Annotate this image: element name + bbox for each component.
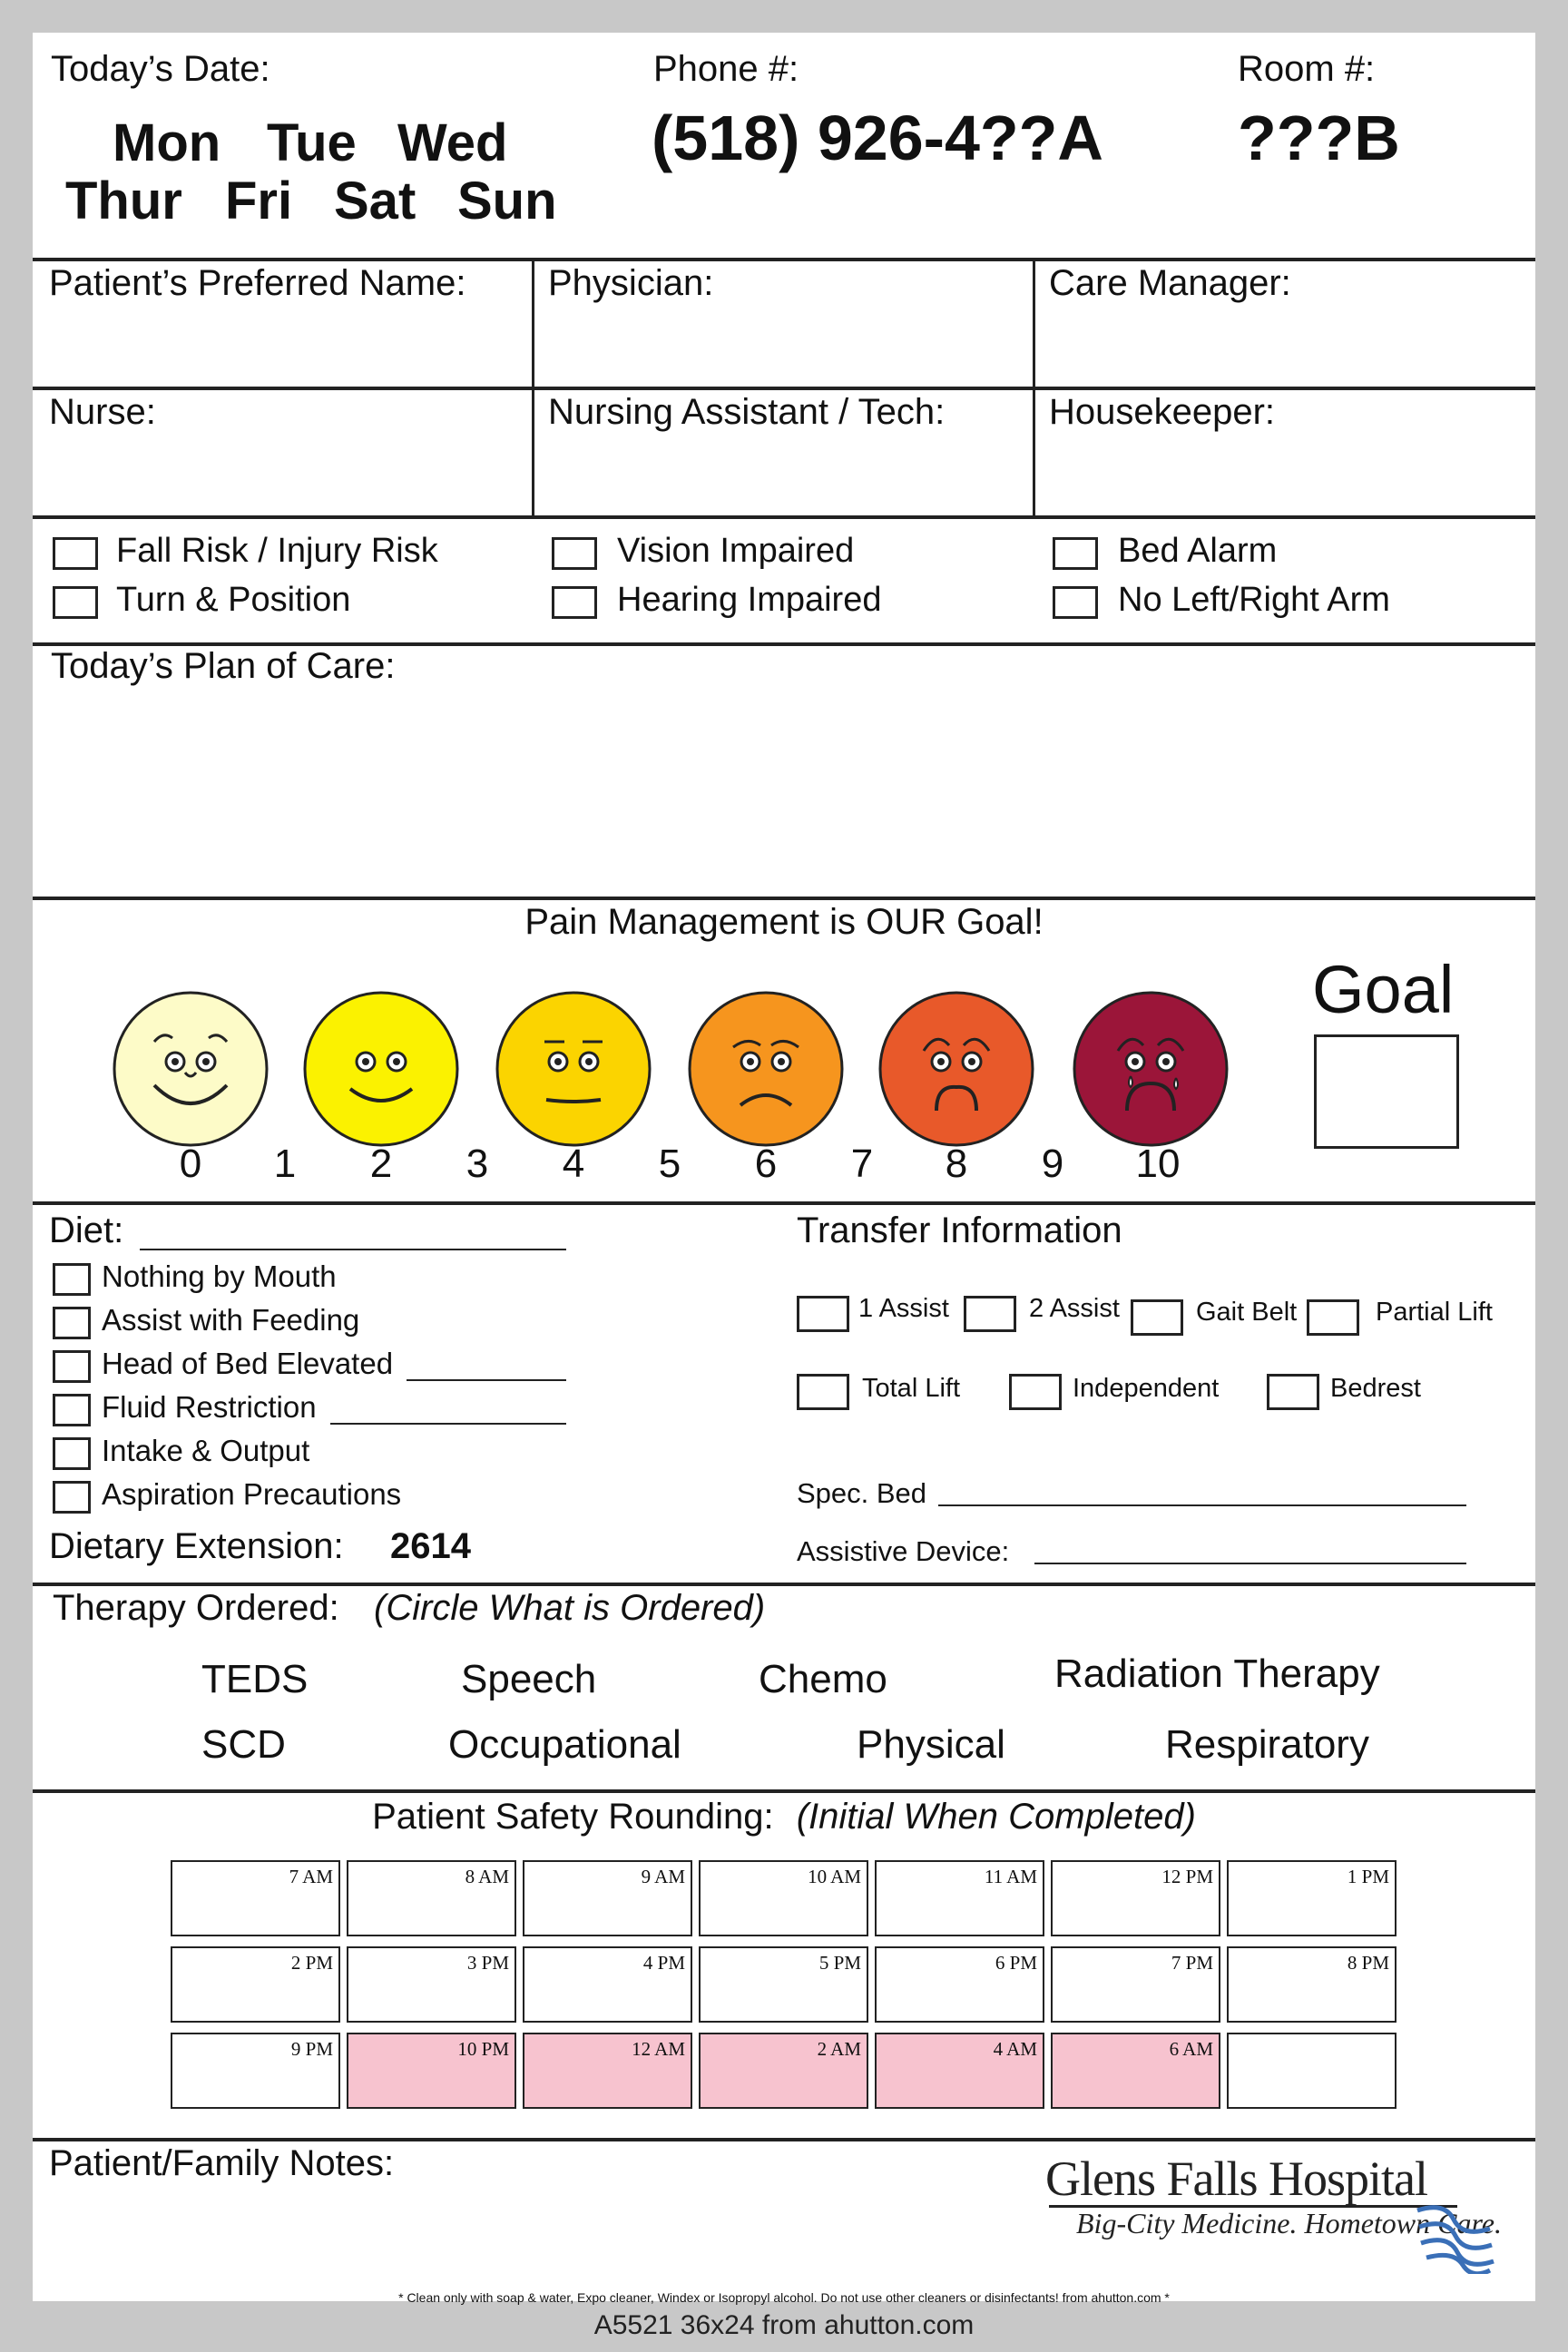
face-4-icon — [497, 993, 650, 1145]
product-code: A5521 36x24 from ahutton.com — [593, 2310, 975, 2340]
bed-alarm-label: Bed Alarm — [1118, 532, 1278, 570]
date-label: Today’s Date: — [51, 49, 270, 89]
fluid-restriction-line[interactable] — [330, 1423, 566, 1425]
pain-scale-7: 7 — [850, 1142, 874, 1186]
rounding-cell[interactable] — [347, 2033, 516, 2109]
day-wed: Wed — [397, 113, 508, 172]
rounding-time-label: 1 PM — [1347, 1866, 1389, 1887]
plan-of-care-label: Today’s Plan of Care: — [51, 646, 396, 686]
bedrest-label: Bedrest — [1330, 1374, 1421, 1403]
hearing-impaired-label: Hearing Impaired — [617, 581, 882, 619]
rounding-time-label: 9 AM — [641, 1866, 685, 1887]
dietary-extension-label: Dietary Extension: — [49, 1526, 344, 1566]
care-manager-label: Care Manager: — [1049, 263, 1291, 303]
phone-value: (518) 926-4??A — [652, 103, 1103, 173]
face-10-icon — [1074, 993, 1227, 1145]
rounding-cell[interactable] — [699, 2033, 868, 2109]
partial-lift-label: Partial Lift — [1376, 1298, 1493, 1327]
fall-risk-checkbox[interactable] — [53, 537, 98, 570]
rounding-time-label: 11 AM — [984, 1866, 1037, 1887]
no-arm-label: No Left/Right Arm — [1118, 581, 1390, 619]
rounding-time-label: 5 PM — [818, 1952, 861, 1974]
logo-tagline: Big-City Medicine. Hometown Care. — [1076, 2207, 1502, 2239]
head-of-bed-label: Head of Bed Elevated — [102, 1347, 394, 1380]
rounding-label: Patient Safety Rounding: — [372, 1797, 774, 1837]
room-value: ???B — [1238, 103, 1400, 173]
pain-scale-3: 3 — [466, 1142, 489, 1186]
independent-label: Independent — [1073, 1374, 1220, 1403]
assist-feeding-label: Assist with Feeding — [102, 1303, 360, 1337]
pain-scale-1: 1 — [273, 1142, 297, 1186]
rounding-time-label: 7 AM — [289, 1866, 333, 1887]
rounding-time-label: 10 AM — [808, 1866, 861, 1887]
rounding-time-label: 2 AM — [817, 2038, 861, 2060]
rounding-time-label: 10 PM — [457, 2038, 509, 2060]
divider — [33, 897, 1535, 900]
two-assist-label: 2 Assist — [1029, 1294, 1120, 1323]
therapy-respiratory[interactable]: Respiratory — [1165, 1722, 1369, 1767]
intake-output-label: Intake & Output — [102, 1434, 310, 1467]
rounding-cell[interactable] — [1227, 1946, 1396, 2023]
intake-output-checkbox[interactable] — [53, 1437, 91, 1470]
whiteboard — [33, 33, 1535, 2305]
pain-scale-6: 6 — [754, 1142, 778, 1186]
rounding-cell[interactable] — [1227, 2033, 1396, 2109]
therapy-speech[interactable]: Speech — [461, 1657, 597, 1701]
day-sat: Sat — [334, 172, 416, 230]
phone-label: Phone #: — [653, 49, 799, 89]
bedrest-checkbox[interactable] — [1267, 1374, 1319, 1410]
rounding-cell[interactable] — [1051, 1946, 1220, 2023]
therapy-label: Therapy Ordered: — [53, 1588, 339, 1628]
head-of-bed-line[interactable] — [407, 1379, 566, 1381]
pain-scale-4: 4 — [562, 1142, 585, 1186]
one-assist-checkbox[interactable] — [797, 1296, 849, 1332]
spec-bed-label: Spec. Bed — [797, 1477, 927, 1509]
diet-label: Diet: — [49, 1210, 124, 1250]
rounding-cell[interactable] — [1051, 1860, 1220, 1936]
rounding-cell[interactable] — [699, 1946, 868, 2023]
rounding-time-label: 2 PM — [290, 1952, 333, 1974]
rounding-cell[interactable] — [523, 1946, 692, 2023]
fluid-restriction-label: Fluid Restriction — [102, 1390, 317, 1424]
divider — [33, 1583, 1535, 1586]
rounding-time-label: 12 PM — [1161, 1866, 1213, 1887]
rounding-cell[interactable] — [523, 1860, 692, 1936]
therapy-teds[interactable]: TEDS — [201, 1657, 309, 1701]
fluid-restriction-checkbox[interactable] — [53, 1394, 91, 1426]
divider — [33, 2138, 1535, 2141]
bed-alarm-checkbox[interactable] — [1053, 537, 1098, 570]
rounding-instruction: (Initial When Completed) — [796, 1797, 1196, 1837]
two-assist-checkbox[interactable] — [964, 1296, 1016, 1332]
room-label: Room #: — [1238, 49, 1376, 89]
gait-belt-label: Gait Belt — [1196, 1298, 1298, 1327]
rounding-time-label: 8 AM — [465, 1866, 509, 1887]
face-8-icon — [880, 993, 1033, 1145]
rounding-time-label: 8 PM — [1347, 1952, 1389, 1974]
therapy-physical[interactable]: Physical — [857, 1722, 1005, 1767]
pain-scale-0: 0 — [179, 1142, 202, 1186]
rounding-cell[interactable] — [875, 1946, 1044, 2023]
therapy-instruction: (Circle What is Ordered) — [374, 1588, 766, 1628]
day-sun: Sun — [457, 172, 557, 230]
pain-scale-2: 2 — [369, 1142, 393, 1186]
rounding-time-label: 9 PM — [290, 2038, 333, 2060]
rounding-cell[interactable] — [171, 2033, 340, 2109]
face-0-icon — [114, 993, 267, 1145]
turn-position-checkbox[interactable] — [53, 586, 98, 619]
divider — [33, 258, 1535, 261]
divider — [33, 387, 1535, 390]
dietary-extension-value: 2614 — [390, 1526, 471, 1566]
pain-scale-9: 9 — [1041, 1142, 1064, 1186]
vision-impaired-label: Vision Impaired — [617, 532, 855, 570]
housekeeper-label: Housekeeper: — [1049, 392, 1276, 432]
day-mon: Mon — [113, 113, 221, 172]
divider — [33, 515, 1535, 519]
logo-wave-icon — [1408, 2174, 1499, 2274]
face-2-icon — [305, 993, 457, 1145]
rounding-cell[interactable] — [347, 1860, 516, 1936]
rounding-time-label: 4 PM — [642, 1952, 685, 1974]
pain-title: Pain Management is OUR Goal! — [524, 902, 1044, 942]
face-6-icon — [690, 993, 842, 1145]
aspiration-checkbox[interactable] — [53, 1481, 91, 1514]
divider — [33, 1201, 1535, 1205]
day-tue: Tue — [267, 113, 357, 172]
rounding-time-label: 6 PM — [995, 1952, 1037, 1974]
no-arm-checkbox[interactable] — [1053, 586, 1098, 619]
nursing-assistant-label: Nursing Assistant / Tech: — [548, 392, 946, 432]
rounding-title — [33, 1797, 1535, 1838]
aspiration-label: Aspiration Precautions — [102, 1477, 402, 1511]
goal-box[interactable] — [1314, 1034, 1459, 1149]
turn-position-label: Turn & Position — [116, 581, 351, 619]
transfer-title: Transfer Information — [797, 1210, 1122, 1250]
spec-bed-line[interactable] — [938, 1504, 1466, 1506]
rounding-cell[interactable] — [171, 1860, 340, 1936]
logo-name: Glens Falls Hospital — [1045, 2151, 1427, 2206]
therapy-chemo[interactable]: Chemo — [759, 1657, 887, 1701]
rounding-cell[interactable] — [875, 1860, 1044, 1936]
nothing-by-mouth-checkbox[interactable] — [53, 1263, 91, 1296]
rounding-cell[interactable] — [875, 2033, 1044, 2109]
rounding-cell[interactable] — [1227, 1860, 1396, 1936]
day-fri: Fri — [225, 172, 293, 230]
partial-lift-checkbox[interactable] — [1307, 1299, 1359, 1336]
assist-feeding-checkbox[interactable] — [53, 1307, 91, 1339]
hearing-impaired-checkbox[interactable] — [552, 586, 597, 619]
pain-scale-5: 5 — [658, 1142, 681, 1186]
pain-scale-10: 10 — [1135, 1142, 1181, 1186]
rounding-time-label: 7 PM — [1171, 1952, 1213, 1974]
therapy-occupational[interactable]: Occupational — [448, 1722, 681, 1767]
rounding-time-label: 6 AM — [1169, 2038, 1213, 2060]
rounding-cell[interactable] — [347, 1946, 516, 2023]
rounding-cell[interactable] — [1051, 2033, 1220, 2109]
vision-impaired-checkbox[interactable] — [552, 537, 597, 570]
fall-risk-label: Fall Risk / Injury Risk — [116, 532, 438, 570]
cleaning-disclaimer: * Clean only with soap & water, Expo cleaner, Windex or Isopropyl alcohol. Do not use other cleaners or disinfectants! from ahutton.com * — [398, 2290, 1170, 2305]
rounding-time-label: 4 AM — [993, 2038, 1037, 2060]
rounding-cell[interactable] — [523, 2033, 692, 2109]
head-of-bed-checkbox[interactable] — [53, 1350, 91, 1383]
pain-scale-8: 8 — [945, 1142, 968, 1186]
one-assist-label: 1 Assist — [858, 1294, 949, 1323]
preferred-name-label: Patient’s Preferred Name: — [49, 263, 466, 303]
rounding-time-label: 12 AM — [632, 2038, 685, 2060]
assistive-device-label: Assistive Device: — [797, 1535, 1010, 1567]
pain-faces — [33, 949, 1303, 1230]
day-thur: Thur — [65, 172, 182, 230]
gait-belt-checkbox[interactable] — [1131, 1299, 1183, 1336]
therapy-radiation[interactable]: Radiation Therapy — [1054, 1651, 1380, 1696]
total-lift-label: Total Lift — [862, 1374, 960, 1403]
goal-label: Goal — [1312, 952, 1455, 1027]
diet-line[interactable] — [140, 1249, 566, 1250]
nothing-by-mouth-label: Nothing by Mouth — [102, 1259, 337, 1293]
rounding-cell[interactable] — [171, 1946, 340, 2023]
divider — [33, 1789, 1535, 1793]
rounding-time-label: 3 PM — [466, 1952, 509, 1974]
total-lift-checkbox[interactable] — [797, 1374, 849, 1410]
therapy-scd[interactable]: SCD — [201, 1722, 286, 1767]
independent-checkbox[interactable] — [1009, 1374, 1062, 1410]
nurse-label: Nurse: — [49, 392, 156, 432]
rounding-cell[interactable] — [699, 1860, 868, 1936]
assistive-device-line[interactable] — [1034, 1563, 1466, 1564]
physician-label: Physician: — [548, 263, 714, 303]
notes-label: Patient/Family Notes: — [49, 2143, 395, 2183]
